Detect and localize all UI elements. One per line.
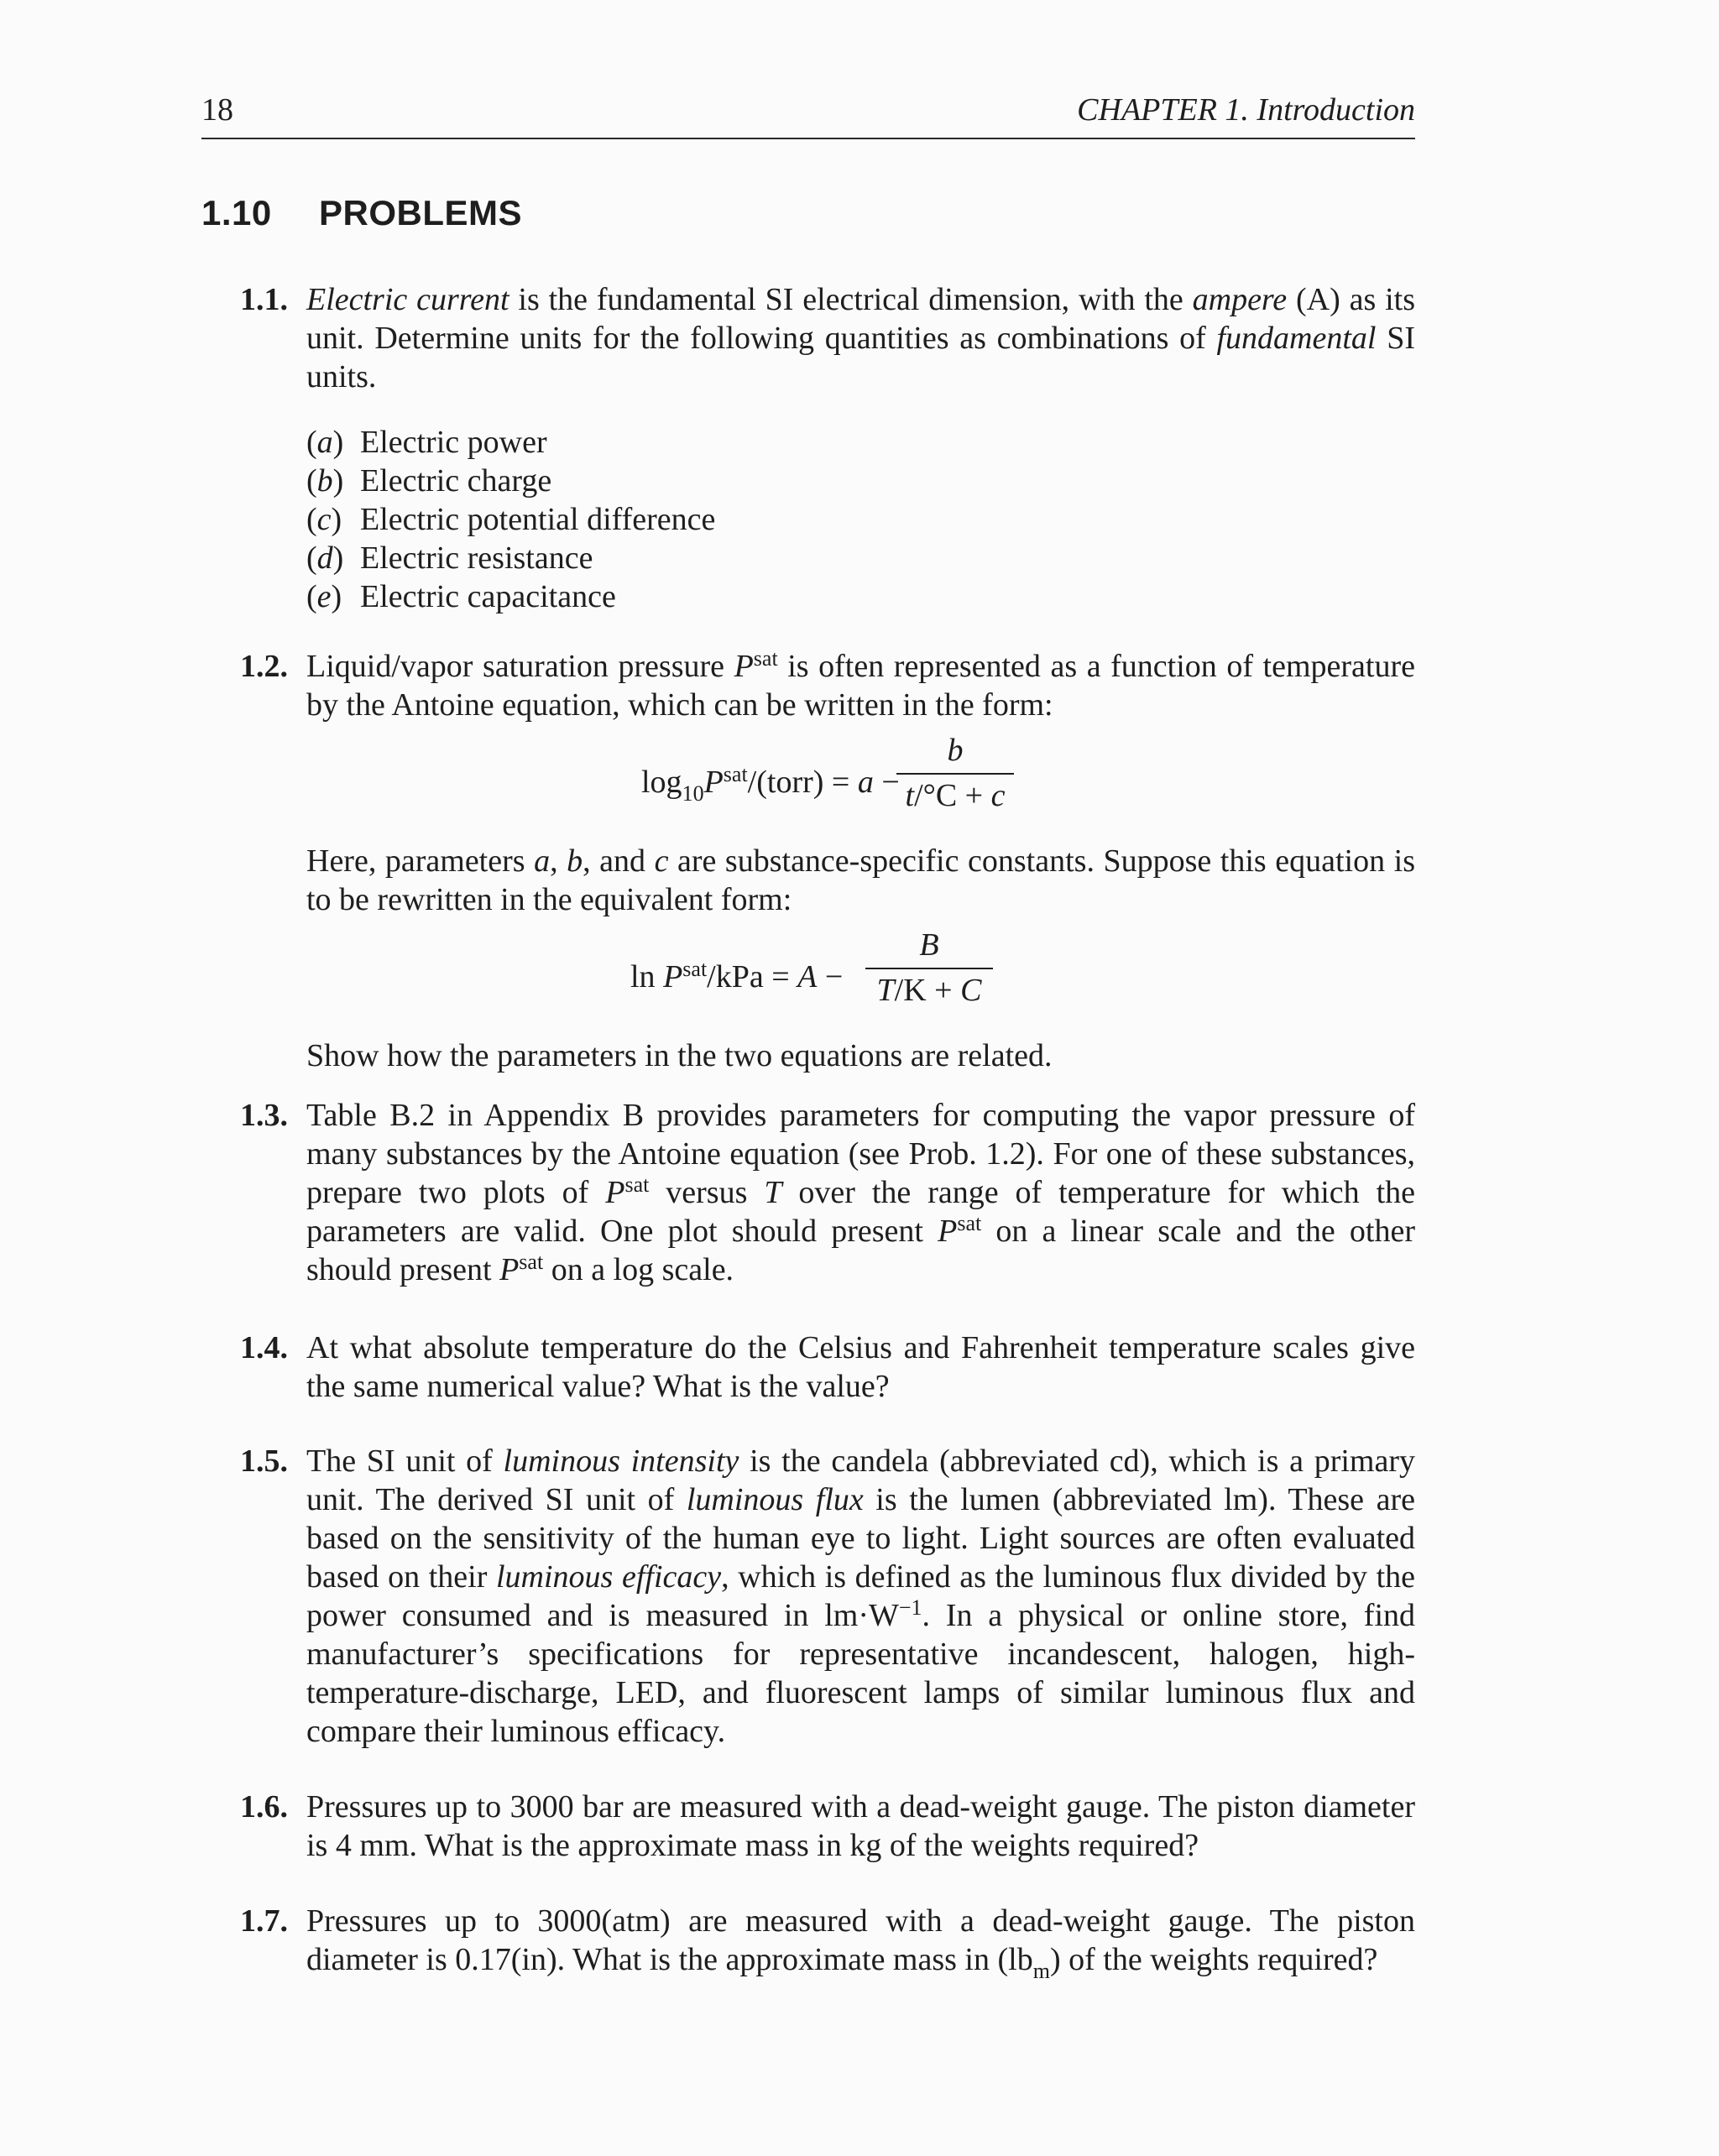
equation-lhs bbox=[630, 958, 843, 996]
problem-1-2 bbox=[240, 647, 1415, 1075]
eq-log-base: 10 bbox=[682, 781, 704, 806]
text-run: The SI unit of bbox=[306, 1443, 504, 1479]
eq-unit-kelvin: /K + bbox=[894, 973, 961, 1008]
sub-question-text: Electric charge bbox=[360, 463, 552, 499]
fraction-numerator: B bbox=[919, 927, 939, 963]
problem-body bbox=[306, 1096, 1415, 1289]
text-run: , which is defined as the luminous flux divided by the power consumed and is measured in lm·W bbox=[306, 1559, 1416, 1633]
problem-1-5 bbox=[240, 1442, 1415, 1751]
eq-log: log bbox=[641, 765, 682, 800]
problem-number: 1.5. bbox=[240, 1443, 288, 1479]
sub-question bbox=[306, 539, 1415, 577]
term-ampere: ampere bbox=[1192, 282, 1288, 317]
text-run: are substance-specific constants. Suppose this equation is to be rewritten in the equivalent form: bbox=[306, 843, 1415, 917]
problem-1-3 bbox=[240, 1096, 1415, 1289]
superscript-exponent: −1 bbox=[898, 1595, 922, 1620]
problem-text: Pressures up to 3000 bar are measured with a dead-weight gauge. The piston diameter is 4 mm. What is the approximate mass in kg of the weights required? bbox=[306, 1789, 1415, 1863]
text-run: is the candela (abbreviated cd), which is a primary unit. The derived SI unit of bbox=[306, 1443, 1415, 1517]
text-run: , and bbox=[583, 843, 655, 879]
symbol-p: P bbox=[605, 1175, 625, 1210]
eq-symbol-T: T bbox=[876, 973, 895, 1008]
problem-body bbox=[306, 280, 1415, 616]
problem-number: 1.2. bbox=[240, 649, 288, 684]
sub-question-letter: d bbox=[316, 540, 333, 576]
sub-question-letter: a bbox=[316, 425, 333, 460]
equation-fraction bbox=[896, 733, 1014, 813]
param-a: a bbox=[534, 843, 551, 879]
problem-text bbox=[306, 1442, 1415, 1751]
section-number: 1.10 bbox=[201, 193, 272, 232]
eq-symbol-p: P bbox=[703, 765, 724, 800]
problem-text bbox=[306, 842, 1415, 919]
problem-1-1 bbox=[240, 280, 1415, 616]
term-luminous-efficacy: luminous efficacy bbox=[496, 1559, 722, 1595]
problem-body bbox=[306, 1902, 1415, 1983]
problem-number: 1.3. bbox=[240, 1098, 288, 1133]
sub-question-letter: c bbox=[316, 502, 332, 537]
eq-superscript-sat: sat bbox=[682, 957, 708, 981]
eq-symbol-t: t bbox=[905, 778, 915, 813]
sub-question-label: (a) bbox=[306, 425, 344, 460]
running-head: CHAPTER 1. Introduction bbox=[1077, 92, 1415, 128]
fraction-denominator bbox=[896, 778, 1014, 813]
fraction-bar bbox=[865, 968, 993, 969]
text-run: (A) as its unit. Determine units for the following quantities as combinations of bbox=[306, 282, 1416, 356]
text-run: , bbox=[550, 843, 567, 879]
sub-question bbox=[306, 577, 1415, 616]
symbol-p: P bbox=[734, 649, 754, 684]
term-luminous-flux: luminous flux bbox=[686, 1482, 864, 1517]
eq-unit-celsius: /°C + bbox=[914, 778, 991, 813]
sub-question-letter: b bbox=[316, 463, 333, 499]
subscript-m: m bbox=[1032, 1959, 1050, 1983]
page-header bbox=[201, 91, 1415, 139]
sub-question-text: Electric power bbox=[360, 425, 547, 460]
symbol-p: P bbox=[499, 1252, 520, 1287]
eq-symbol-p: P bbox=[663, 959, 683, 994]
text-run: is the fundamental SI electrical dimension, with the bbox=[509, 282, 1193, 317]
text-run: versus bbox=[649, 1175, 765, 1210]
text-run: . In a physical or online store, find manufacturer’s specifications for representative incandescent, halogen, high-temperature-discharge, LED, and fluorescent lamps of similar luminous flux and compare their luminous efficacy. bbox=[306, 1598, 1416, 1749]
problem-body bbox=[306, 1442, 1415, 1751]
equation-fraction bbox=[865, 927, 993, 1008]
sub-question-label: (e) bbox=[306, 579, 342, 614]
sub-question-label: (c) bbox=[306, 502, 342, 537]
problem-number: 1.1. bbox=[240, 282, 288, 317]
sub-question bbox=[306, 423, 1415, 462]
problem-body bbox=[306, 1788, 1415, 1865]
text-run: Pressures up to 3000(atm) are measured with a dead-weight gauge. The piston diameter is 0.17(in). What is the approximate mass in (lb bbox=[306, 1903, 1415, 1977]
equation-lhs bbox=[641, 762, 900, 806]
sub-question bbox=[306, 500, 1415, 539]
problem-text bbox=[306, 280, 1415, 396]
text-run: Liquid/vapor saturation pressure bbox=[306, 649, 734, 684]
term-fundamental: fundamental bbox=[1216, 321, 1377, 356]
eq-unit: /kPa = bbox=[707, 959, 798, 994]
superscript-sat: sat bbox=[753, 646, 778, 671]
superscript-sat: sat bbox=[957, 1211, 982, 1235]
sub-question-label: (d) bbox=[306, 540, 344, 576]
sub-question-list bbox=[306, 423, 1415, 616]
text-run: ) of the weights required? bbox=[1049, 1942, 1378, 1977]
section-title bbox=[201, 190, 522, 237]
text-run: Table B.2 in Appendix B provides parameters for computing the vapor pressure of many substances by the Antoine equation (see Prob. 1.2). For one of these substances, prepare two plots of bbox=[306, 1098, 1415, 1210]
text-run: Here, parameters bbox=[306, 843, 535, 879]
antoine-equation-ln bbox=[306, 927, 1415, 1028]
eq-param-C: C bbox=[960, 973, 982, 1008]
eq-ln: ln bbox=[630, 959, 664, 994]
problem-number: 1.7. bbox=[240, 1903, 288, 1939]
section-title-text: PROBLEMS bbox=[319, 193, 523, 232]
superscript-sat: sat bbox=[624, 1172, 650, 1197]
param-b: b bbox=[567, 843, 583, 879]
text-run: is the lumen (abbreviated lm). These are based on the sensitivity of the human eye to light. Light sources are often evaluated based on their bbox=[306, 1482, 1415, 1595]
eq-param-A: A bbox=[797, 959, 818, 994]
text-run: over the range of temperature for which the parameters are valid. One plot should present bbox=[306, 1175, 1416, 1249]
problem-number: 1.6. bbox=[240, 1789, 288, 1825]
text-run: is often represented as a function of temperature by the Antoine equation, which can be written in the form: bbox=[306, 649, 1415, 723]
symbol-T: T bbox=[764, 1175, 782, 1210]
eq-unit: /(torr) = bbox=[747, 765, 858, 800]
eq-minus: − bbox=[873, 765, 900, 800]
page-number: 18 bbox=[201, 92, 233, 128]
sub-question-text: Electric resistance bbox=[360, 540, 593, 576]
sub-question-text: Electric potential difference bbox=[360, 502, 716, 537]
problem-1-4 bbox=[240, 1329, 1415, 1406]
superscript-sat: sat bbox=[519, 1250, 544, 1274]
text-run: Show how the parameters in the two equations are related. bbox=[306, 1038, 1053, 1073]
param-c: c bbox=[654, 843, 669, 879]
sub-question-text: Electric capacitance bbox=[360, 579, 616, 614]
problem-text bbox=[306, 1096, 1415, 1289]
sub-question-letter: e bbox=[316, 579, 332, 614]
term-electric-current: Electric current bbox=[306, 282, 509, 317]
problem-1-6 bbox=[240, 1788, 1415, 1865]
sub-question bbox=[306, 462, 1415, 500]
text-run: on a linear scale and the other should present bbox=[306, 1214, 1415, 1287]
problem-1-7 bbox=[240, 1902, 1415, 1983]
problem-text bbox=[306, 1902, 1415, 1983]
fraction-numerator: b bbox=[947, 733, 964, 768]
problem-text: At what absolute temperature do the Celsius and Fahrenheit temperature scales give the same numerical value? What is the value? bbox=[306, 1330, 1415, 1404]
sub-question-label: (b) bbox=[306, 463, 344, 499]
problem-body bbox=[306, 1329, 1415, 1406]
symbol-p: P bbox=[938, 1214, 958, 1249]
eq-superscript-sat: sat bbox=[723, 762, 748, 786]
term-luminous-intensity: luminous intensity bbox=[503, 1443, 739, 1479]
text-run: on a log scale. bbox=[543, 1252, 734, 1287]
problem-text bbox=[306, 1036, 1415, 1075]
text-run: SI units. bbox=[306, 321, 1416, 394]
fraction-bar bbox=[896, 773, 1014, 775]
eq-minus: − bbox=[817, 959, 844, 994]
eq-param-a: a bbox=[857, 765, 874, 800]
antoine-equation-log10 bbox=[306, 733, 1415, 833]
eq-param-c: c bbox=[990, 778, 1006, 813]
problem-body bbox=[306, 647, 1415, 1075]
fraction-denominator bbox=[865, 973, 993, 1008]
problem-text bbox=[306, 647, 1415, 724]
problem-number: 1.4. bbox=[240, 1330, 288, 1365]
